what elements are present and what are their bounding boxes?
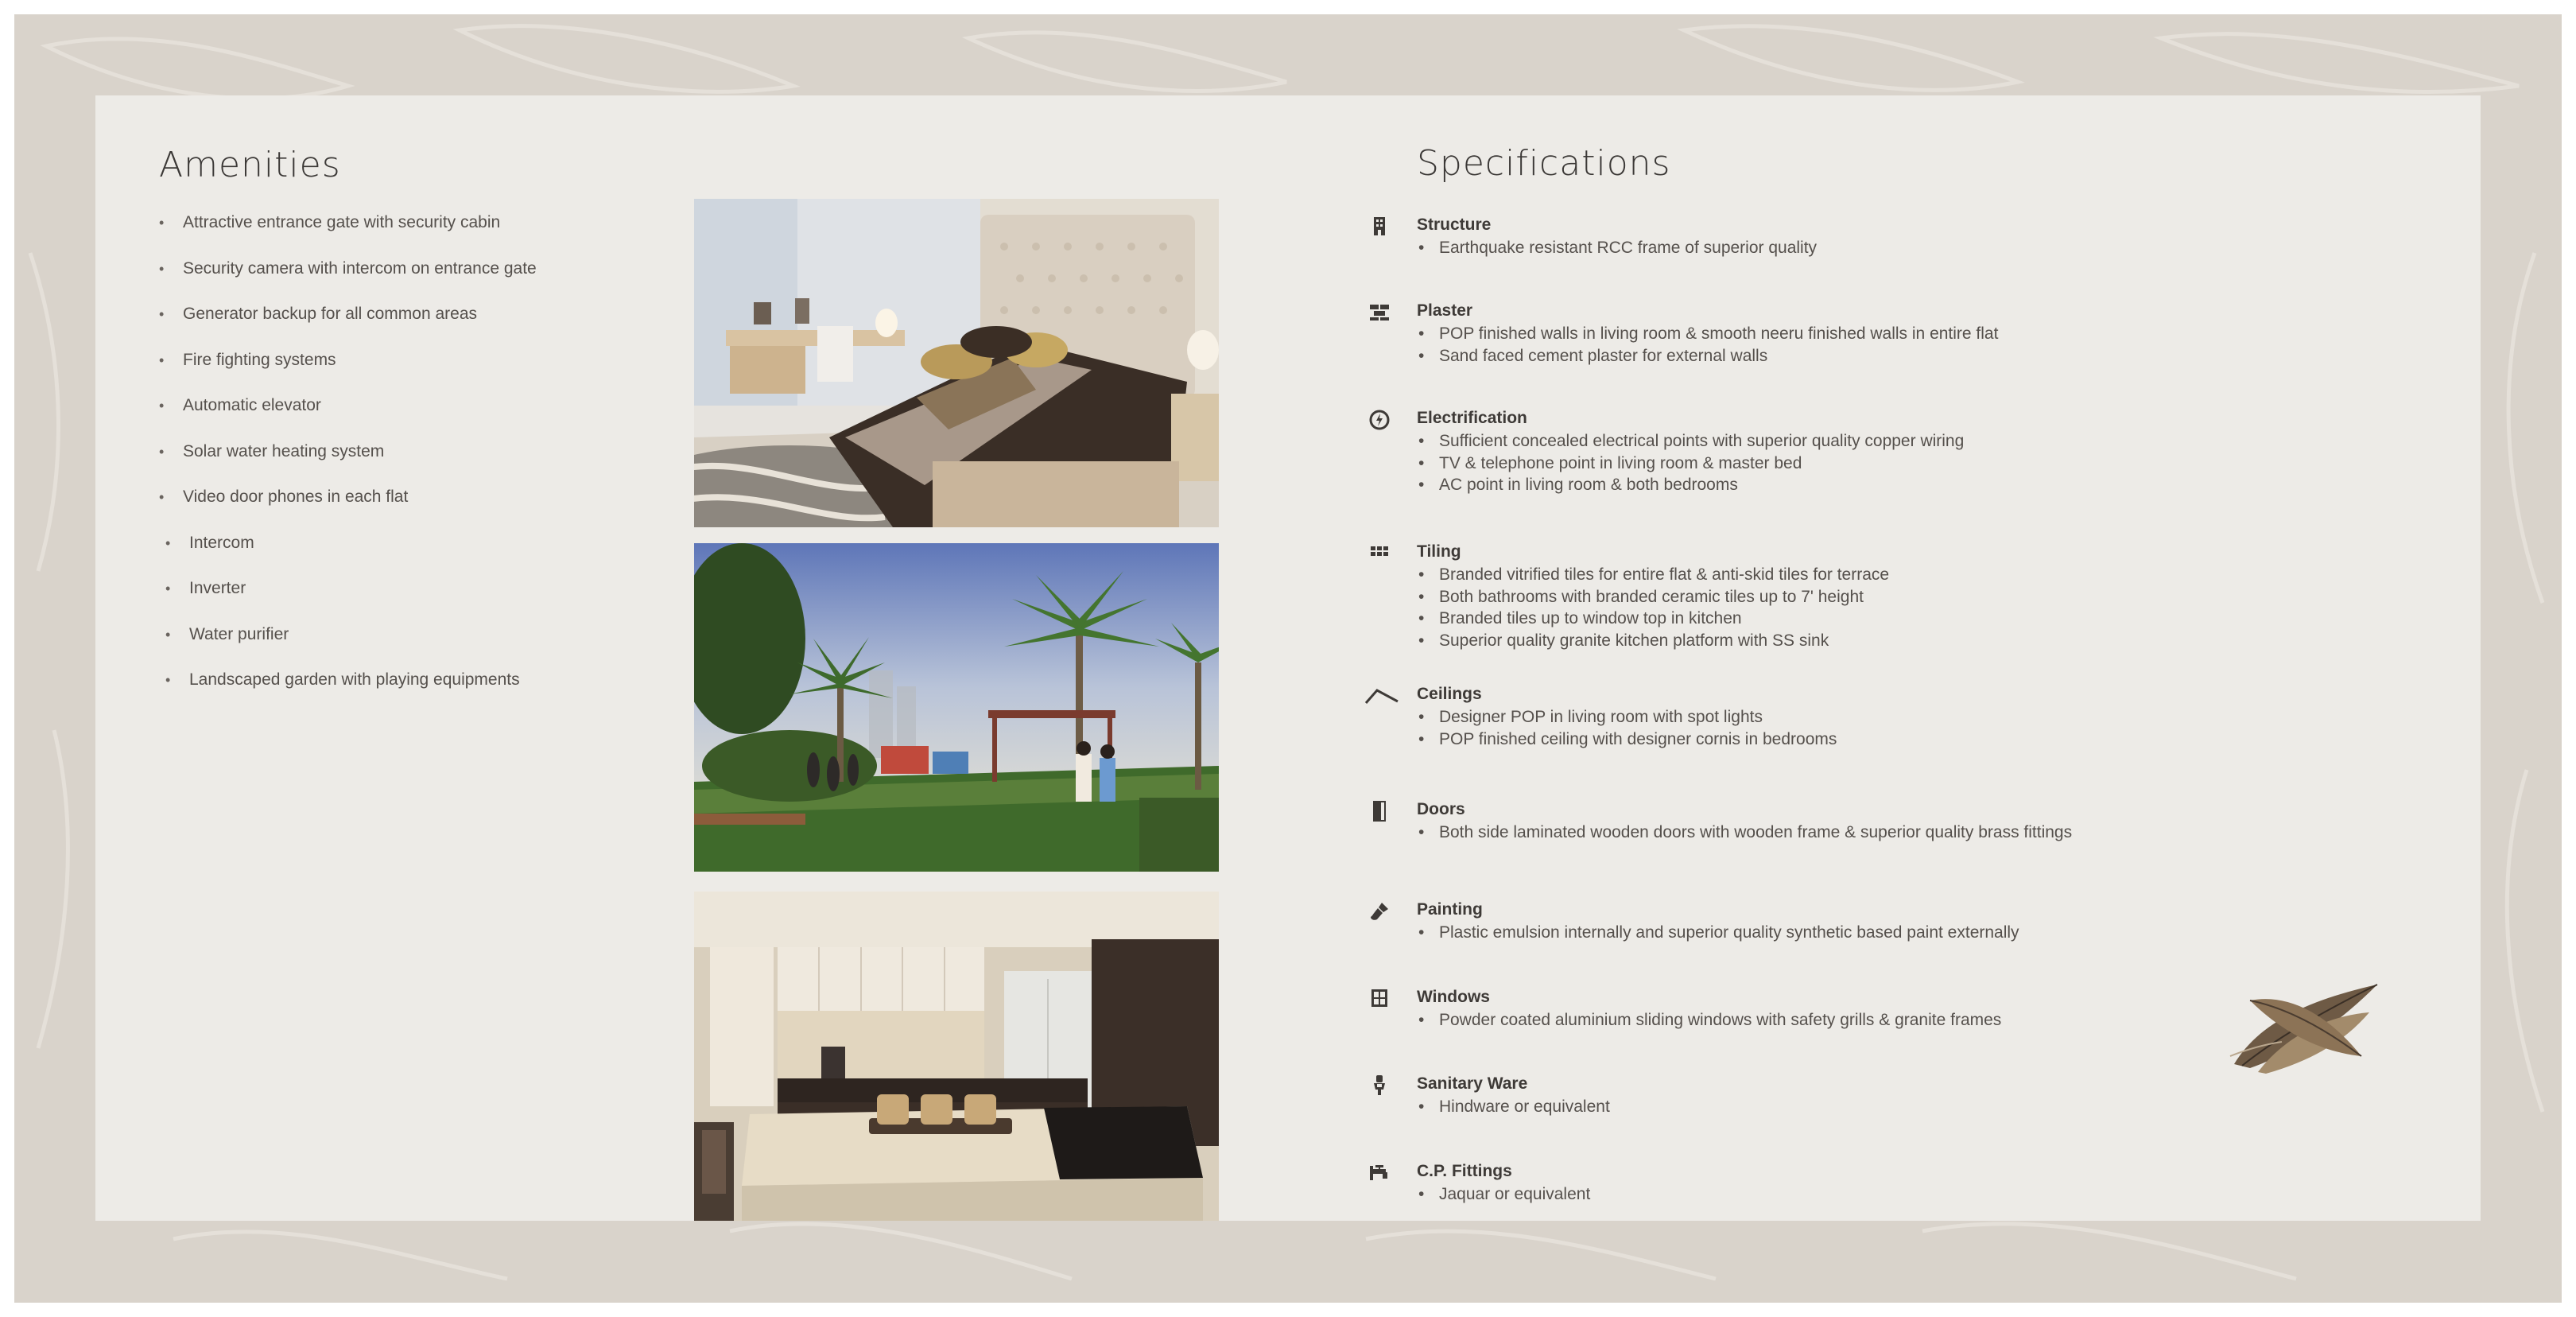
spec-name: Windows [1417,988,1490,1006]
toilet-icon [1368,1074,1391,1098]
amenity-item: • Solar water heating system [159,436,537,482]
spec-name: Plaster [1417,301,1473,320]
spec-items [1417,237,1817,259]
spec-name: C.P. Fittings [1417,1162,1512,1180]
spec-name: Ceilings [1417,685,1482,703]
spec-item: • Branded vitrified tiles for entire flat & anti-skid tiles for terrace [1417,564,1889,586]
spec-items [1417,1096,1610,1118]
spec-item: • Sand faced cement plaster for external walls [1417,345,1998,367]
spec-items [1417,706,1837,750]
spec-items [1417,323,1998,367]
spec-item: • Jaquar or equivalent [1417,1183,1590,1206]
amenity-item: • Attractive entrance gate with security cabin [159,207,537,253]
feather-decoration [2226,969,2385,1080]
door-icon [1368,799,1391,823]
spec-item: • Earthquake resistant RCC frame of superior quality [1417,237,1817,259]
bedroom-photo [694,199,1219,527]
spec-name: Sanitary Ware [1417,1074,1528,1093]
spec-items [1417,1183,1590,1206]
spec-item: • AC point in living room & both bedrooms [1417,474,1964,496]
brochure-frame [14,14,2562,1303]
spec-item: • Both bathrooms with branded ceramic tiles up to 7' height [1417,586,1889,608]
spec-name: Painting [1417,900,1483,919]
spec-item: • Powder coated aluminium sliding windows with safety grills & granite frames [1417,1009,2001,1031]
spec-items [1417,922,2019,944]
amenities-list [159,207,537,710]
spec-item: • Designer POP in living room with spot lights [1417,706,1837,728]
spec-items [1417,564,1889,651]
spec-items [1417,822,2072,844]
roof-icon [1364,684,1399,708]
amenity-item: • Landscaped garden with playing equipments [159,664,537,710]
spec-item: • Superior quality granite kitchen platform with SS sink [1417,630,1889,652]
amenity-item: • Automatic elevator [159,390,537,436]
spec-item: • POP finished walls in living room & smooth neeru finished walls in entire flat [1417,323,1998,345]
amenity-item: • Security camera with intercom on entrance gate [159,253,537,299]
spec-name: Doors [1417,800,1465,818]
window-icon [1368,987,1391,1011]
amenity-item: • Inverter [159,573,537,619]
spec-item: • Sufficient concealed electrical points with superior quality copper wiring [1417,430,1964,453]
spec-name: Electrification [1417,409,1527,427]
kitchen-photo [694,892,1219,1221]
specifications-title: Specifications [1417,143,1671,184]
spec-name: Structure [1417,216,1492,234]
spec-item: • Hindware or equivalent [1417,1096,1610,1118]
amenities-title: Amenities [159,145,341,185]
spec-items [1417,1009,2001,1031]
building-icon [1368,215,1391,239]
garden-photo [694,543,1219,872]
spec-name: Tiling [1417,542,1461,561]
spec-item: • Branded tiles up to window top in kitchen [1417,608,1889,630]
power-icon [1368,408,1391,432]
spec-item: • Both side laminated wooden doors with wooden frame & superior quality brass fittings [1417,822,2072,844]
amenity-item: • Generator backup for all common areas [159,298,537,344]
spec-item: • TV & telephone point in living room & master bed [1417,453,1964,475]
content-panel [95,95,2481,1221]
amenity-item: • Fire fighting systems [159,344,537,390]
spec-item: • POP finished ceiling with designer cornis in bedrooms [1417,728,1837,751]
amenity-item: • Water purifier [159,619,537,665]
amenity-item: • Intercom [159,527,537,573]
brick-icon [1368,301,1391,324]
grid-icon [1368,542,1391,565]
faucet-icon [1368,1161,1391,1185]
spec-items [1417,430,1964,496]
paint-brush-icon [1368,899,1391,923]
spec-item: • Plastic emulsion internally and superior quality synthetic based paint externally [1417,922,2019,944]
amenity-item: • Video door phones in each flat [159,481,537,527]
